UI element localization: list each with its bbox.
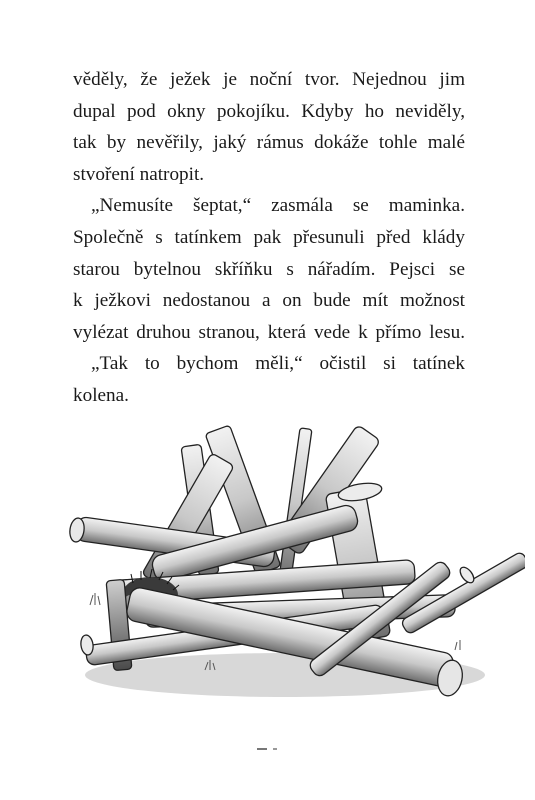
text-line: vylézat druhou stranou, která vede k přímo lesu. — [73, 321, 465, 343]
text-line: kolena. — [73, 384, 129, 406]
text-line: věděly, že ježek je noční tvor. Nejednou jim — [73, 69, 465, 90]
text-line: stvoření natropit. — [73, 163, 205, 185]
text-line: dupal pod okny pokojíku. Kdyby ho neviděly, — [73, 100, 465, 122]
body-text — [73, 64, 465, 412]
page-folio-mark — [255, 746, 285, 752]
text-line: „Tak to bychom měli,“ očistil si tatínek — [91, 353, 465, 375]
woodpile-illustration — [55, 420, 525, 720]
text-line: Společně s tatínkem pak přesunuli před klády — [73, 226, 465, 248]
text-line: tak by nevěřily, jaký rámus dokáže tohle malé — [73, 132, 465, 154]
text-line: starou bytelnou skříňku s nářadím. Pejsci se — [73, 258, 465, 280]
text-line: k ježkovi nedostanou a on bude mít možnost — [73, 290, 465, 312]
text-line: „Nemusíte šeptat,“ zasmála se maminka. — [91, 195, 465, 217]
